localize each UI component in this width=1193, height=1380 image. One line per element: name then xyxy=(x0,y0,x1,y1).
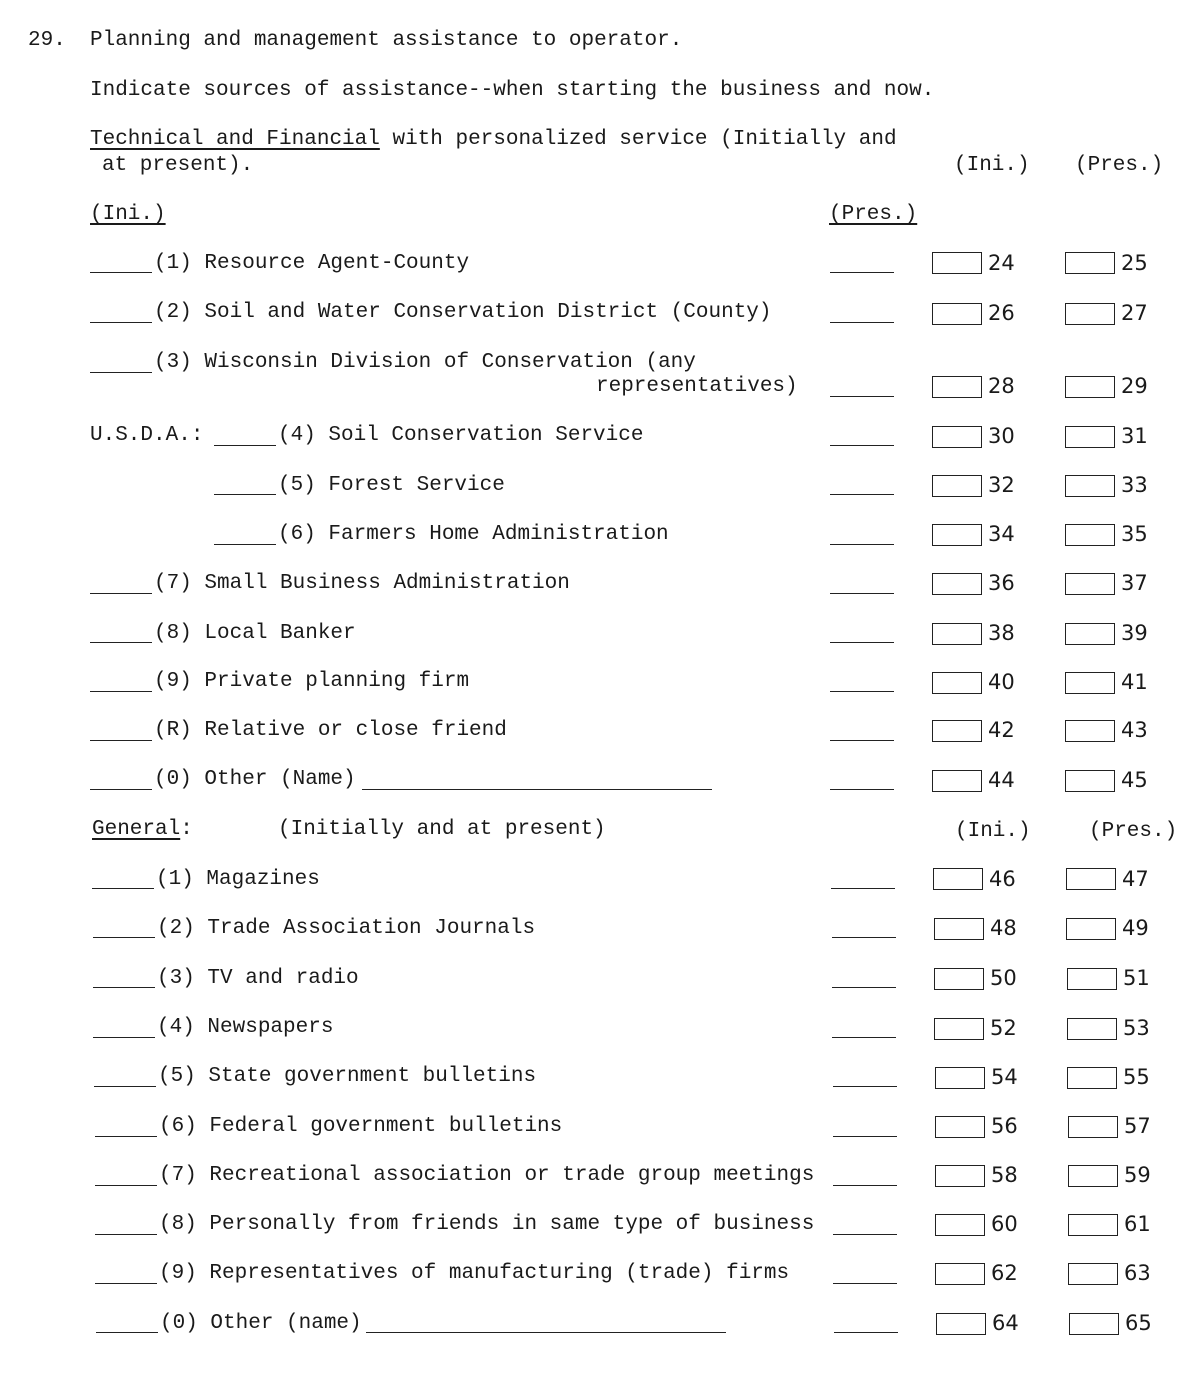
pres-blank[interactable] xyxy=(833,1283,897,1284)
pres-code-number: 47 xyxy=(1122,867,1149,891)
item-label: (R) Relative or close friend xyxy=(154,719,507,742)
item-label: (4) Soil Conservation Service xyxy=(278,424,644,447)
ini-code-box[interactable] xyxy=(932,376,982,398)
pres-code-box[interactable] xyxy=(1067,968,1117,990)
item-label: (1) Magazines xyxy=(156,868,320,891)
pres-code-box[interactable] xyxy=(1069,1313,1119,1335)
ini-code-number: 26 xyxy=(988,301,1015,325)
pres-code-box[interactable] xyxy=(1068,1214,1118,1236)
pres-code-box[interactable] xyxy=(1066,868,1116,890)
ini-code-number: 28 xyxy=(988,374,1015,398)
pres-code-box[interactable] xyxy=(1065,252,1115,274)
ini-code-number: 60 xyxy=(991,1212,1018,1236)
pres-code-box[interactable] xyxy=(1065,672,1115,694)
pres-blank[interactable] xyxy=(831,888,895,889)
ini-code-box[interactable] xyxy=(935,1116,985,1138)
ini-blank[interactable] xyxy=(90,642,152,643)
item-label: (6) Farmers Home Administration xyxy=(278,523,669,546)
pres-code-number: 59 xyxy=(1124,1163,1151,1187)
ini-code-number: 64 xyxy=(992,1311,1019,1335)
item-label: (0) Other (Name) xyxy=(154,768,356,791)
ini-blank[interactable] xyxy=(95,1283,157,1284)
pres-code-number: 61 xyxy=(1124,1212,1151,1236)
ini-code-box[interactable] xyxy=(933,868,983,890)
ini-code-number: 46 xyxy=(989,867,1016,891)
ini-code-box[interactable] xyxy=(932,475,982,497)
pres-code-box[interactable] xyxy=(1065,303,1115,325)
item-label: (3) Wisconsin Division of Conservation (any xyxy=(154,351,696,374)
pres-code-number: 41 xyxy=(1121,670,1148,694)
item-label: (9) Private planning firm xyxy=(154,670,470,693)
ini-blank[interactable] xyxy=(95,1136,157,1137)
ini-blank[interactable] xyxy=(92,888,154,889)
ini-code-number: 52 xyxy=(990,1016,1017,1040)
pres-code-number: 33 xyxy=(1121,473,1148,497)
ini-code-number: 38 xyxy=(988,621,1015,645)
ini-code-box[interactable] xyxy=(934,1018,984,1040)
pres-code-box[interactable] xyxy=(1068,1116,1118,1138)
ini-code-number: 32 xyxy=(988,473,1015,497)
ini-blank[interactable] xyxy=(95,1185,157,1186)
technical-heading-rest: with personalized service (Initially and xyxy=(392,128,897,151)
pres-blank[interactable] xyxy=(830,593,894,594)
ini-code-number: 62 xyxy=(991,1261,1018,1285)
pres-blank[interactable] xyxy=(830,396,894,397)
ini-code-number: 58 xyxy=(991,1163,1018,1187)
ini-blank[interactable] xyxy=(94,1086,156,1087)
pres-code-number: 29 xyxy=(1121,374,1148,398)
pres-code-box[interactable] xyxy=(1065,623,1115,645)
ini-code-box[interactable] xyxy=(932,770,982,792)
pres-blank[interactable] xyxy=(834,1332,898,1333)
item-label: (7) Small Business Administration xyxy=(154,572,570,595)
pres-blank[interactable] xyxy=(830,544,894,545)
pres-code-number: 57 xyxy=(1124,1114,1151,1138)
general-heading-colon: : xyxy=(180,818,193,841)
ini-code-box[interactable] xyxy=(935,1165,985,1187)
ini-code-number: 54 xyxy=(991,1065,1018,1089)
item-label: (5) State government bulletins xyxy=(158,1065,537,1088)
pres-code-box[interactable] xyxy=(1065,475,1115,497)
ini-blank[interactable] xyxy=(90,691,152,692)
ini-blank[interactable] xyxy=(90,372,152,373)
item-label: (8) Personally from friends in same type of business xyxy=(159,1213,815,1236)
ini-code-box[interactable] xyxy=(932,720,982,742)
ini-blank[interactable] xyxy=(96,1332,158,1333)
pres-blank[interactable] xyxy=(830,789,894,790)
pres-code-box[interactable] xyxy=(1065,720,1115,742)
pres-blank[interactable] xyxy=(830,740,894,741)
pres-code-box[interactable] xyxy=(1065,376,1115,398)
pres-blank[interactable] xyxy=(832,1037,896,1038)
pres-blank[interactable] xyxy=(830,691,894,692)
item-label: (5) Forest Service xyxy=(278,474,505,497)
usda-label: U.S.D.A.: xyxy=(90,424,204,447)
pres-code-box[interactable] xyxy=(1067,1067,1117,1089)
pres-code-number: 65 xyxy=(1125,1311,1152,1335)
general-subheading: (Initially and at present) xyxy=(278,818,606,841)
ini-blank[interactable] xyxy=(90,272,152,273)
ini-code-number: 30 xyxy=(988,424,1015,448)
pres-code-box[interactable] xyxy=(1065,426,1115,448)
other-name-field[interactable] xyxy=(366,1332,726,1333)
pres-code-number: 37 xyxy=(1121,571,1148,595)
pres-blank[interactable] xyxy=(830,322,894,323)
ini-code-number: 44 xyxy=(988,768,1015,792)
ini-code-number: 50 xyxy=(990,966,1017,990)
ini-code-box[interactable] xyxy=(932,426,982,448)
ini-code-box[interactable] xyxy=(932,623,982,645)
other-name-field[interactable] xyxy=(362,789,712,790)
technical-heading xyxy=(90,129,897,150)
pres-code-number: 35 xyxy=(1121,522,1148,546)
ini-code-box[interactable] xyxy=(936,1313,986,1335)
technical-heading-line2: at present). xyxy=(102,154,254,177)
ini-code-number: 34 xyxy=(988,522,1015,546)
pres-code-box[interactable] xyxy=(1068,1165,1118,1187)
ini-blank[interactable] xyxy=(93,937,155,938)
ini-blank[interactable] xyxy=(214,544,276,545)
pres-code-number: 49 xyxy=(1122,916,1149,940)
item-label: (9) Representatives of manufacturing (trade) firms xyxy=(159,1262,790,1285)
pres-code-number: 53 xyxy=(1123,1016,1150,1040)
pres-blank[interactable] xyxy=(833,1136,897,1137)
pres-code-box[interactable] xyxy=(1066,918,1116,940)
ini-code-box[interactable] xyxy=(932,303,982,325)
pres-code-number: 45 xyxy=(1121,768,1148,792)
ini-code-number: 40 xyxy=(988,670,1015,694)
ini-code-box[interactable] xyxy=(935,1067,985,1089)
pres-blank[interactable] xyxy=(833,1185,897,1186)
pres-code-number: 51 xyxy=(1123,966,1150,990)
pres-code-number: 25 xyxy=(1121,251,1148,275)
ini-code-box[interactable] xyxy=(935,1214,985,1236)
pres-code-box[interactable] xyxy=(1065,524,1115,546)
pres-blank[interactable] xyxy=(830,494,894,495)
technical-heading-underlined: Technical and Financial xyxy=(90,128,380,151)
column-header-pres-left: (Pres.) xyxy=(829,203,918,226)
ini-code-box[interactable] xyxy=(932,524,982,546)
item-label: (2) Trade Association Journals xyxy=(157,917,536,940)
ini-code-box[interactable] xyxy=(935,1263,985,1285)
pres-blank[interactable] xyxy=(832,987,896,988)
pres-code-number: 43 xyxy=(1121,718,1148,742)
pres-code-number: 27 xyxy=(1121,301,1148,325)
ini-code-number: 36 xyxy=(988,571,1015,595)
pres-code-box[interactable] xyxy=(1068,1263,1118,1285)
ini-code-number: 42 xyxy=(988,718,1015,742)
ini-blank[interactable] xyxy=(95,1234,157,1235)
item-label: (7) Recreational association or trade group meetings xyxy=(159,1164,815,1187)
ini-code-box[interactable] xyxy=(932,573,982,595)
pres-blank[interactable] xyxy=(830,642,894,643)
ini-code-box[interactable] xyxy=(932,252,982,274)
pres-code-number: 63 xyxy=(1124,1261,1151,1285)
general-column-pres: (Pres.) xyxy=(1089,820,1178,843)
pres-code-number: 55 xyxy=(1123,1065,1150,1089)
ini-blank[interactable] xyxy=(93,1037,155,1038)
ini-blank[interactable] xyxy=(93,987,155,988)
pres-blank[interactable] xyxy=(833,1086,897,1087)
pres-code-box[interactable] xyxy=(1065,573,1115,595)
ini-code-number: 48 xyxy=(990,916,1017,940)
general-heading xyxy=(92,819,193,840)
ini-code-box[interactable] xyxy=(934,968,984,990)
pres-code-number: 31 xyxy=(1121,424,1148,448)
item-label: (6) Federal government bulletins xyxy=(159,1115,563,1138)
item-label: (1) Resource Agent-County xyxy=(154,252,470,275)
item-label: (3) TV and radio xyxy=(157,967,359,990)
general-heading-text: General xyxy=(92,818,181,841)
ini-blank[interactable] xyxy=(90,740,152,741)
ini-blank[interactable] xyxy=(214,494,276,495)
ini-code-box[interactable] xyxy=(934,918,984,940)
ini-blank[interactable] xyxy=(90,322,152,323)
question-title: Planning and management assistance to operator. xyxy=(90,29,683,52)
instruction-text: Indicate sources of assistance--when starting the business and now. xyxy=(90,79,935,102)
column-header-ini-left: (Ini.) xyxy=(90,203,166,226)
ini-code-number: 24 xyxy=(988,251,1015,275)
item-label: (8) Local Banker xyxy=(154,622,356,645)
pres-code-number: 39 xyxy=(1121,621,1148,645)
pres-code-box[interactable] xyxy=(1067,1018,1117,1040)
ini-code-number: 56 xyxy=(991,1114,1018,1138)
ini-blank[interactable] xyxy=(90,593,152,594)
item-label: (0) Other (name) xyxy=(160,1312,362,1335)
column-header-pres-right: (Pres.) xyxy=(1075,154,1164,177)
pres-code-box[interactable] xyxy=(1065,770,1115,792)
ini-blank[interactable] xyxy=(90,789,152,790)
pres-blank[interactable] xyxy=(830,272,894,273)
item-label-line2: representatives) xyxy=(596,375,798,398)
item-label: (2) Soil and Water Conservation District (County) xyxy=(154,301,772,324)
column-header-ini-right: (Ini.) xyxy=(954,154,1030,177)
general-column-ini: (Ini.) xyxy=(955,820,1031,843)
pres-blank[interactable] xyxy=(832,937,896,938)
item-label: (4) Newspapers xyxy=(157,1016,334,1039)
pres-blank[interactable] xyxy=(833,1234,897,1235)
ini-blank[interactable] xyxy=(214,445,276,446)
question-number: 29. xyxy=(28,29,66,52)
pres-blank[interactable] xyxy=(830,445,894,446)
ini-code-box[interactable] xyxy=(932,672,982,694)
